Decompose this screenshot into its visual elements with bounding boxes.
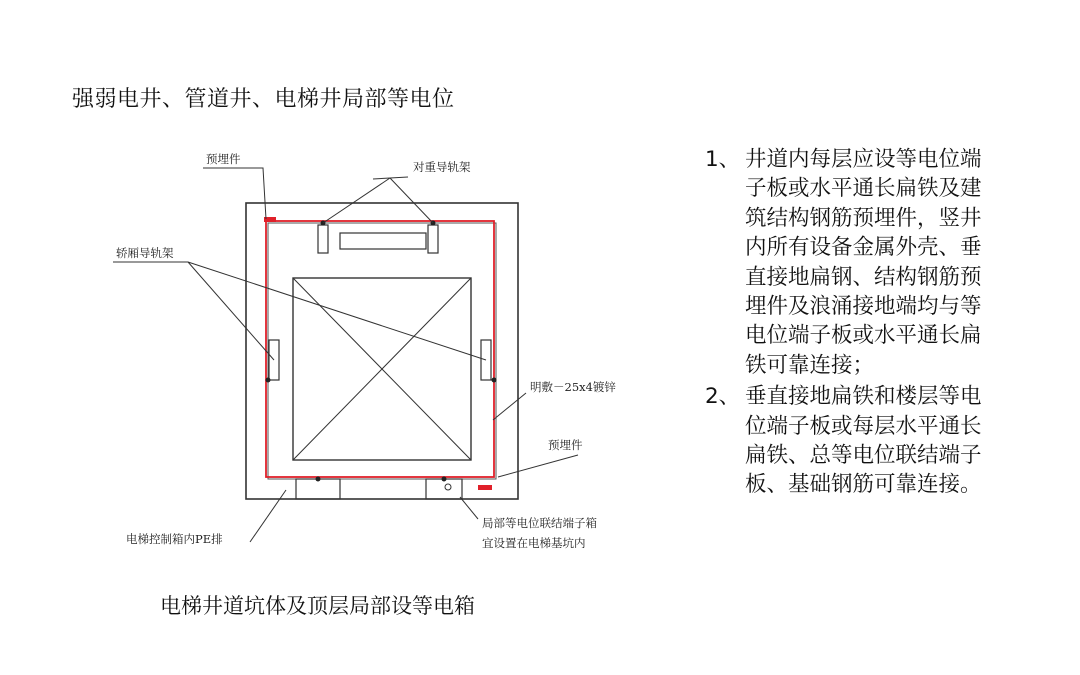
- elevator-shaft-diagram: [108, 135, 648, 575]
- bonding-loop: [266, 221, 494, 477]
- diagram-caption: 电梯井道坑体及顶层局部设等电箱: [160, 594, 475, 618]
- shaft-outer-wall: [246, 203, 518, 499]
- note-text: 垂直接地扁铁和楼层等电位端子板或每层水平通长扁铁、总等电位联结端子板、基础钢筋可靠连接。: [745, 384, 982, 498]
- shaft-inner-wall: [268, 223, 496, 479]
- counterweight: [340, 233, 426, 249]
- pe-bar-box: [296, 479, 340, 499]
- label-ldb-line2: 宜设置在电梯基坑内: [482, 536, 586, 550]
- label-counterweight-rail: 对重导轨架: [413, 160, 471, 174]
- counterweight-rail-left: [318, 225, 328, 253]
- counterweight-rail-right: [428, 225, 438, 253]
- ldb-box: [426, 479, 462, 499]
- slide-title: 强弱电井、管道井、电梯井局部等电位: [72, 87, 455, 112]
- label-embedded-top: 预埋件: [206, 152, 241, 166]
- note-number: 2、: [705, 384, 741, 410]
- notes-list: [705, 145, 985, 502]
- note-item: [705, 382, 985, 500]
- note-number: 1、: [705, 147, 741, 172]
- label-ldb-line1: 局部等电位联结端子箱: [482, 516, 597, 530]
- embedded-plate-right: [478, 485, 492, 490]
- note-text: 井道内每层应设等电位端子板或水平通长扁铁及建筑结构钢筋预埋件，竖井内所有设备金属外壳、垂直接地扁钢、结构钢筋预埋件及浪涌接地端均与等电位端子板或水平通长扁铁可靠连接；: [745, 147, 982, 378]
- label-pe-bar: 电梯控制箱内PE排: [126, 532, 223, 546]
- label-embedded-right: 预埋件: [548, 438, 583, 452]
- label-exposed-flat: 明敷－25x4镀锌: [530, 380, 616, 394]
- note-item: [705, 145, 985, 380]
- label-car-rail: 轿厢导轨架: [116, 246, 174, 260]
